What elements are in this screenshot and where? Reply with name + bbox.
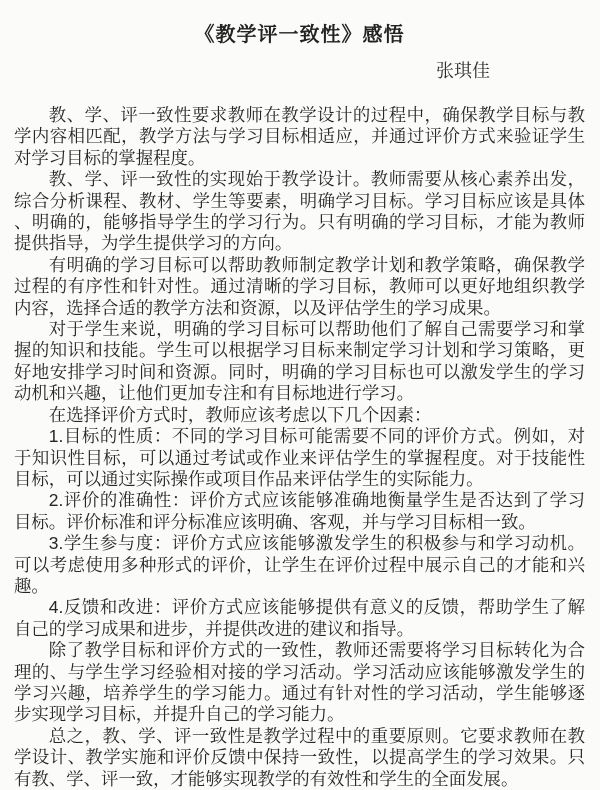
paragraph: 4.反馈和改进：评价方式应该能够提供有意义的反馈，帮助学生了解自己的学习成果和进步，并提供改进的建议和指导。 [14, 597, 585, 639]
paragraph: 2.评价的准确性：评价方式应该能够准确地衡量学生是否达到了学习目标。评价标准和评分标准应该明确、客观，并与学习目标相一致。 [14, 490, 585, 532]
paragraph: 有明确的学习目标可以帮助教师制定教学计划和教学策略，确保教学过程的有序性和针对性。通过清晰的学习目标，教师可以更好地组织教学内容，选择合适的教学方法和资源，以及评估学生的学习成果。 [14, 254, 585, 318]
paragraph: 对于学生来说，明确的学习目标可以帮助他们了解自己需要学习和掌握的知识和技能。学生可以根据学习目标来制定学习计划和学习策略，更好地安排学习时间和资源。同时，明确的学习目标也可以激发学生的学习动机和兴趣，让他们更加专注和有目标地进行学习。 [14, 319, 585, 404]
paragraph: 教、学、评一致性要求教师在教学设计的过程中，确保教学目标与教学内容相匹配，教学方法与学习目标相适应，并通过评价方式来验证学生对学习目标的掌握程度。 [14, 105, 585, 168]
paragraph: 除了教学目标和评价方式的一致性，教师还需要将学习目标转化为合理的、与学生学习经验相对接的学习活动。学习活动应该能够激发学生的学习兴趣，培养学生的学习能力。通过有针对性的学习活动，学生能够逐步实现学习目标，并提升自己的学习能力。 [14, 640, 585, 725]
author-name: 张琪佳 [436, 61, 490, 81]
paragraph: 3.学生参与度：评价方式应该能够激发学生的积极参与和学习动机。可以考虑使用多种形式的评价，让学生在评价过程中展示自己的才能和兴趣。 [14, 533, 585, 596]
paragraph: 1.目标的性质：不同的学习目标可能需要不同的评价方式。例如，对于知识性目标，可以通过考试或作业来评估学生的掌握程度。对于技能性目标，可以通过实际操作或项目作品来评估学生的实际能力。 [14, 426, 585, 489]
paragraph: 总之，教、学、评一致性是教学过程中的重要原则。它要求教师在教学设计、教学实施和评价反馈中保持一致性，以提高学生的学习效果。只有教、学、评一致，才能够实现教学的有效性和学生的全面发展。 [14, 725, 585, 789]
paragraph: 在选择评价方式时，教师应该考虑以下几个因素： [48, 404, 432, 425]
document-body [14, 105, 585, 790]
document-title: 《教学评一致性》感悟 [194, 24, 405, 46]
paragraph: 教、学、评一致性的实现始于教学设计。教师需要从核心素养出发，综合分析课程、教材、学生等要素，明确学习目标。学习目标应该是具体、明确的，能够指导学生的学习行为。只有明确的学习目标，才能为教师提供指导，为学生提供学习的方向。 [14, 169, 585, 254]
